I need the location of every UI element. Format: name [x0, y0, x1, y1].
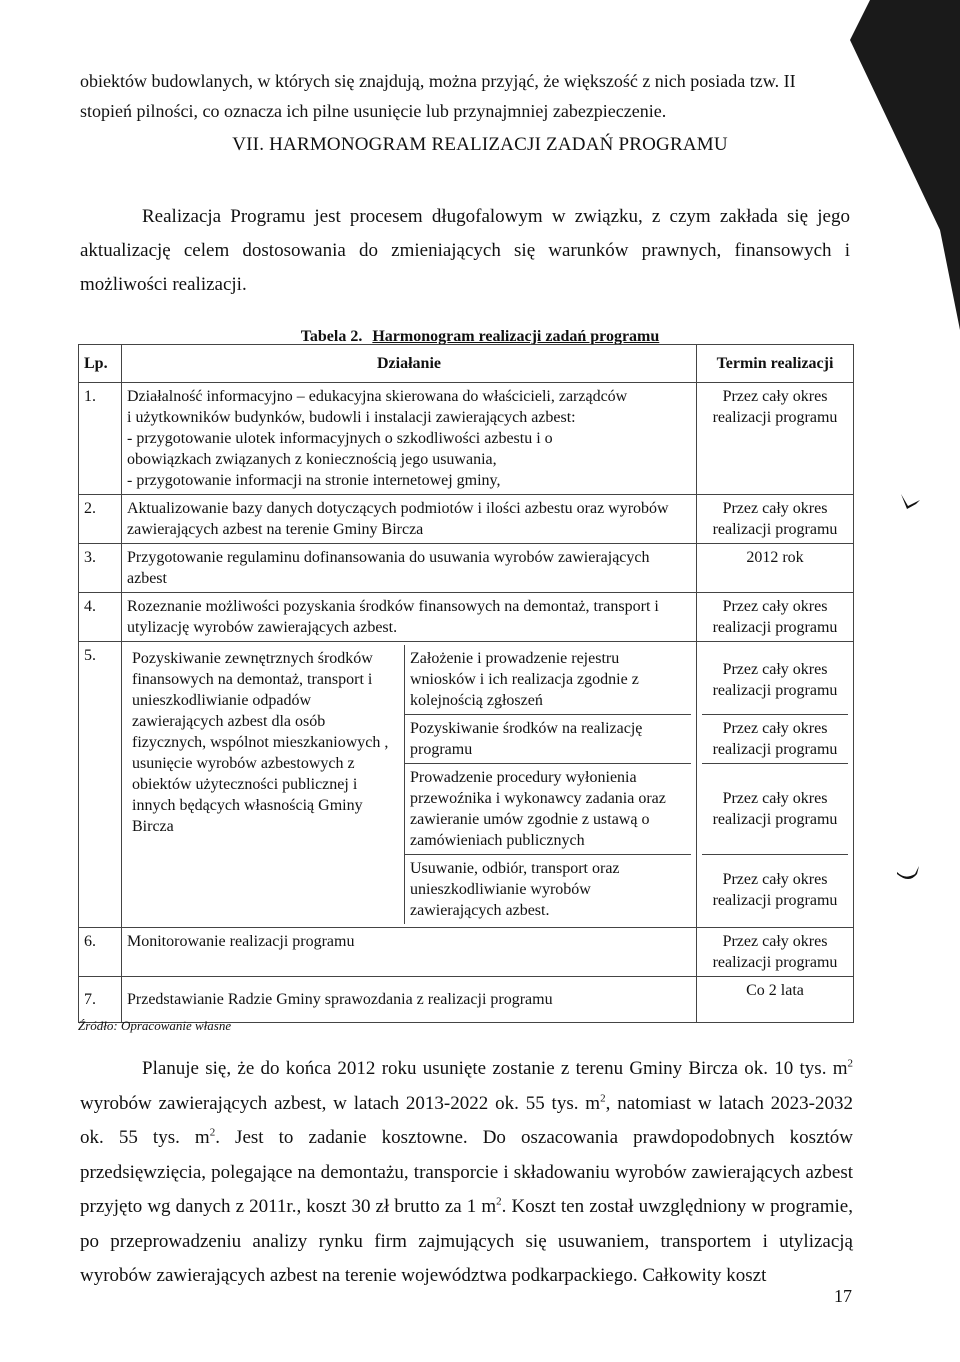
superscript: 2: [600, 1092, 606, 1105]
page-number: 17: [834, 1286, 852, 1306]
row-lp: 6.: [79, 928, 122, 977]
table-row: [79, 544, 854, 593]
subtask-term: Przez cały okres realizacji programu: [702, 645, 848, 715]
intro-line-2: stopień pilności, co oznacza ich pilne usunięcie lub przynajmniej zabezpieczenie.: [80, 101, 667, 121]
row-term: Przez cały okres realizacji programu: [697, 495, 854, 544]
row-action: Przygotowanie regulaminu dofinansowania do usuwania wyrobów zawierających azbest: [122, 544, 697, 593]
subtask-item: Usuwanie, odbiór, transport oraz unieszkodliwianie wyrobów zawierających azbest.: [410, 860, 620, 919]
row-term: Przez cały okres realizacji programu: [697, 593, 854, 642]
row-5-subtasks: [405, 645, 691, 924]
paragraph-2-part: . Jest to zadanie kosztowne. Do oszacowania prawdopodobnych kosztów przedsięwzięcia, polegające na demontażu, transporcie i składowaniu wyrobów zawierających azbest przyjęto wg danych z 2011r., koszt 30 zł brutto za 1 m: [80, 1127, 853, 1217]
intro-text: [80, 66, 840, 126]
subtask-item: Pozyskiwanie środków na realizację programu: [405, 715, 691, 764]
section-title: HARMONOGRAM REALIZACJI ZADAŃ PROGRAMU: [269, 134, 728, 155]
table-row: [79, 383, 854, 495]
intro-line-1: obiektów budowlanych, w których się znajdują, można przyjąć, że większość z nich posiada tzw. II: [80, 71, 796, 91]
row-term: 2012 rok: [697, 544, 854, 593]
section-heading: [0, 134, 960, 156]
table-header-row: [79, 345, 854, 383]
header-lp: Lp.: [79, 345, 122, 383]
row-action-line: - przygotowanie ulotek informacyjnych o szkodliwości azbestu i o: [127, 430, 553, 447]
header-action: Działanie: [122, 345, 697, 383]
row-action: [122, 383, 697, 495]
table-caption-title: Harmonogram realizacji zadań programu: [372, 328, 660, 345]
table-row: [79, 928, 854, 977]
header-term: Termin realizacji: [697, 345, 854, 383]
row-lp: 3.: [79, 544, 122, 593]
row-lp: 2.: [79, 495, 122, 544]
row-5-terms: [697, 642, 854, 928]
schedule-table: [78, 344, 854, 1023]
row-term: Przez cały okres realizacji programu: [697, 928, 854, 977]
subtask-term: Przez cały okres realizacji programu: [712, 870, 838, 909]
row-5-main-action: Pozyskiwanie zewnętrznych środków finansowych na demontaż, transport i unieszkodliwianie odpadów zawierających azbest dla osób fizycznych, wspólnot mieszkaniowych , usunięcie wyrobów azbestowych z obiektów użyteczności publicznej i innych będących własnością Gminy Bircza: [127, 645, 405, 924]
row-action: Aktualizowanie bazy danych dotyczących podmiotów i ilości azbestu oraz wyrobów zawierających azbest na terenie Gminy Bircza: [122, 495, 697, 544]
row-lp: 4.: [79, 593, 122, 642]
row-action-line: obowiązkach związanych z koniecznością jego usuwania,: [127, 451, 497, 468]
row-action: Rozeznanie możliwości pozyskania środków finansowych na demontaż, transport i utylizację wyrobów zawierających azbest.: [122, 593, 697, 642]
table-row: [79, 593, 854, 642]
table-caption-label: Tabela 2.: [300, 328, 363, 345]
subtask-item: Prowadzenie procedury wyłonienia przewoźnika i wykonawcy zadania oraz zawieranie umów zgodnie z ustawą o zamówieniach publicznych: [405, 764, 691, 855]
superscript: 2: [847, 1057, 853, 1070]
row-lp: 1.: [79, 383, 122, 495]
row-term: Przez cały okres realizacji programu: [697, 383, 854, 495]
superscript: 2: [209, 1126, 216, 1139]
row-lp: 7.: [79, 977, 122, 1023]
row-action-line: i użytkowników budynków, budowli i instalacji zawierających azbest:: [127, 409, 576, 426]
row-action: Monitorowanie realizacji programu: [122, 928, 697, 977]
subtask-term: Przez cały okres realizacji programu: [702, 715, 848, 764]
row-lp: 5.: [79, 642, 122, 928]
paragraph-2-part: Planuje się, że do końca 2012 roku usunięte zostanie z terenu Gminy Bircza ok. 10 tys. m: [142, 1058, 848, 1079]
table-row: [79, 495, 854, 544]
paragraph-1-text: Realizacja Programu jest procesem długofalowym w związku, z czym zakłada się jego aktualizację celem dostosowania do zmieniających się warunków prawnych, finansowych i możliwości realizacji.: [80, 206, 850, 295]
paragraph-2-text: [80, 1052, 853, 1294]
row-action: Przedstawianie Radzie Gminy sprawozdania z realizacji programu: [122, 977, 697, 1023]
scan-mark-icon: [895, 862, 923, 884]
row-term: Co 2 lata: [697, 977, 854, 1023]
row-5-inner: [127, 645, 691, 924]
subtask-term: Przez cały okres realizacji programu: [702, 764, 848, 855]
subtask-item: Założenie i prowadzenie rejestru wniosków i ich realizacja zgodnie z kolejnością zgłoszeń: [405, 645, 691, 715]
table-source: Źródło: Opracowanie własne: [78, 1018, 232, 1033]
paragraph-2-part: . Koszt ten został uwzględniony w programie, po przeprowadzeniu analizy rynku firm zajmujących się usuwaniem, transportem i utylizacją wyrobów zawierających azbest na terenie województwa podkarpackiego. Całkowity koszt: [80, 1196, 853, 1286]
paragraph-2: [80, 1052, 853, 1294]
section-number: VII.: [232, 134, 265, 155]
row-action-line: - przygotowanie informacji na stronie internetowej gminy,: [127, 472, 501, 489]
row-action-line: Działalność informacyjno – edukacyjna skierowana do właścicieli, zarządców: [127, 388, 628, 405]
scan-mark-icon: [898, 490, 924, 512]
paragraph-2-part: , natomiast w latach 2023-2032 ok. 55 tys. m: [80, 1092, 853, 1148]
table-row: [79, 977, 854, 1023]
table-row-5: [79, 642, 854, 928]
superscript: 2: [496, 1195, 502, 1208]
row-action-split: [122, 642, 697, 928]
paragraph-1: [80, 200, 850, 302]
paragraph-2-part: wyrobów zawierających azbest, w latach 2013-2022 ok. 55 tys. m: [80, 1092, 601, 1114]
